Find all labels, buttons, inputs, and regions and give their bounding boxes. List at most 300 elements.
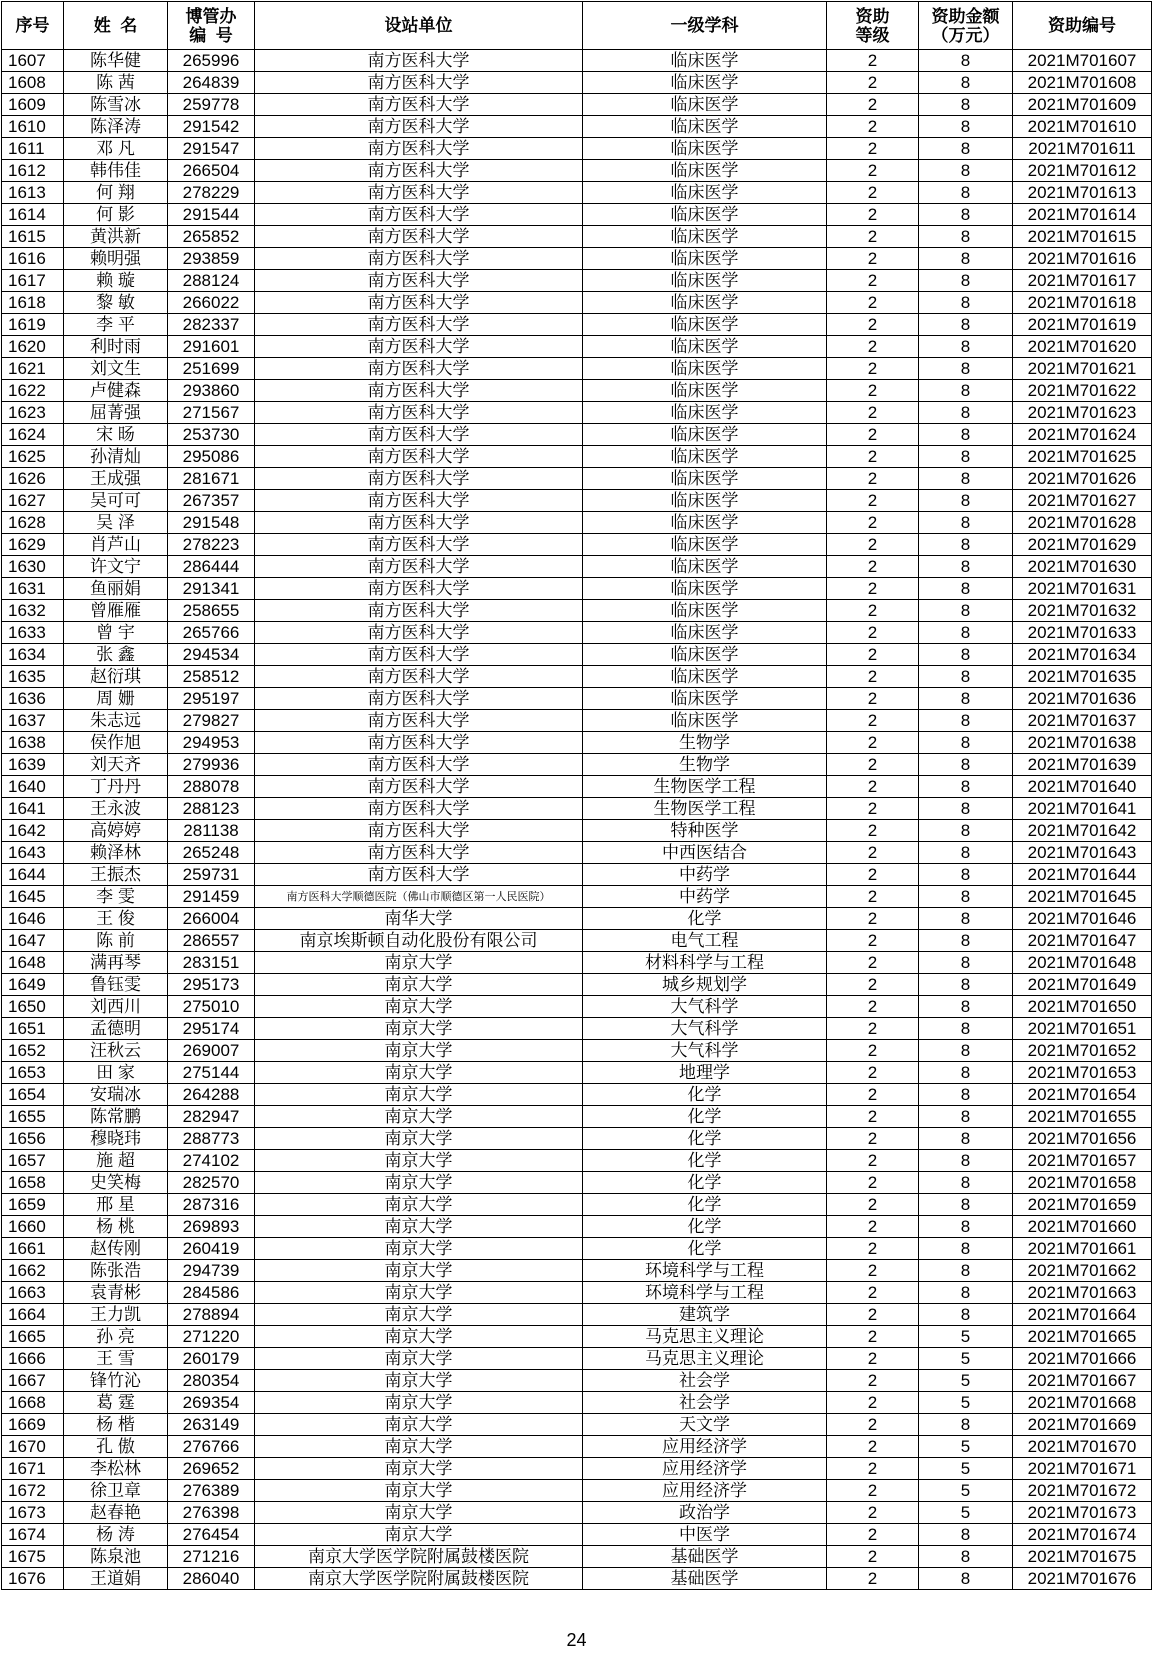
table-row (2, 1524, 1152, 1546)
cell-name: 杨 涛 (64, 1524, 168, 1546)
cell-amount: 8 (919, 160, 1013, 182)
cell-funding-id: 2021M701615 (1013, 226, 1152, 248)
cell-grade: 2 (827, 72, 919, 94)
cell-name: 李 平 (64, 314, 168, 336)
cell-office-id: 291601 (168, 336, 255, 358)
table-row (2, 578, 1152, 600)
cell-funding-id: 2021M701670 (1013, 1436, 1152, 1458)
table-row (2, 974, 1152, 996)
cell-office-id: 291548 (168, 512, 255, 534)
cell-grade: 2 (827, 1304, 919, 1326)
cell-discipline: 中药学 (583, 886, 827, 908)
cell-amount: 8 (919, 72, 1013, 94)
cell-funding-id: 2021M701623 (1013, 402, 1152, 424)
cell-amount: 8 (919, 116, 1013, 138)
cell-discipline: 大气科学 (583, 1018, 827, 1040)
cell-name: 丁丹丹 (64, 776, 168, 798)
cell-office-id: 287316 (168, 1194, 255, 1216)
table-row (2, 512, 1152, 534)
cell-office-id: 260179 (168, 1348, 255, 1370)
cell-amount: 8 (919, 50, 1013, 72)
cell-grade: 2 (827, 886, 919, 908)
cell-unit: 南方医科大学 (255, 50, 583, 72)
cell-discipline: 化学 (583, 908, 827, 930)
cell-name: 曾 宇 (64, 622, 168, 644)
cell-office-id: 288124 (168, 270, 255, 292)
cell-amount: 8 (919, 1040, 1013, 1062)
cell-seq: 1642 (2, 820, 64, 842)
cell-grade: 2 (827, 1128, 919, 1150)
table-row (2, 468, 1152, 490)
cell-office-id: 279936 (168, 754, 255, 776)
cell-name: 穆晓玮 (64, 1128, 168, 1150)
table-row (2, 1238, 1152, 1260)
cell-grade: 2 (827, 1502, 919, 1524)
cell-discipline: 临床医学 (583, 424, 827, 446)
cell-seq: 1644 (2, 864, 64, 886)
cell-seq: 1631 (2, 578, 64, 600)
cell-name: 陈泽涛 (64, 116, 168, 138)
cell-discipline: 应用经济学 (583, 1436, 827, 1458)
cell-funding-id: 2021M701669 (1013, 1414, 1152, 1436)
cell-office-id: 267357 (168, 490, 255, 512)
cell-seq: 1615 (2, 226, 64, 248)
cell-unit: 南方医科大学 (255, 424, 583, 446)
cell-seq: 1627 (2, 490, 64, 512)
cell-name: 王力凯 (64, 1304, 168, 1326)
cell-funding-id: 2021M701655 (1013, 1106, 1152, 1128)
cell-office-id: 266004 (168, 908, 255, 930)
cell-office-id: 295174 (168, 1018, 255, 1040)
cell-amount: 8 (919, 1172, 1013, 1194)
cell-name: 朱志远 (64, 710, 168, 732)
cell-name: 邓 凡 (64, 138, 168, 160)
cell-unit: 南京大学 (255, 1018, 583, 1040)
table-row (2, 710, 1152, 732)
cell-grade: 2 (827, 776, 919, 798)
cell-amount: 8 (919, 1062, 1013, 1084)
table-row (2, 1568, 1152, 1590)
cell-discipline: 地理学 (583, 1062, 827, 1084)
cell-funding-id: 2021M701657 (1013, 1150, 1152, 1172)
cell-grade: 2 (827, 996, 919, 1018)
cell-unit: 南京大学 (255, 1480, 583, 1502)
cell-seq: 1670 (2, 1436, 64, 1458)
cell-discipline: 临床医学 (583, 160, 827, 182)
cell-grade: 2 (827, 1392, 919, 1414)
cell-grade: 2 (827, 1568, 919, 1590)
cell-unit: 南京大学 (255, 1062, 583, 1084)
cell-grade: 2 (827, 930, 919, 952)
cell-discipline: 临床医学 (583, 314, 827, 336)
cell-grade: 2 (827, 270, 919, 292)
cell-name: 李 雯 (64, 886, 168, 908)
cell-name: 陈张浩 (64, 1260, 168, 1282)
cell-office-id: 293859 (168, 248, 255, 270)
cell-seq: 1635 (2, 666, 64, 688)
cell-discipline: 临床医学 (583, 292, 827, 314)
cell-unit: 南方医科大学 (255, 710, 583, 732)
cell-name: 袁青彬 (64, 1282, 168, 1304)
cell-grade: 2 (827, 666, 919, 688)
cell-seq: 1626 (2, 468, 64, 490)
cell-unit: 南京大学 (255, 1106, 583, 1128)
cell-funding-id: 2021M701635 (1013, 666, 1152, 688)
cell-unit: 南华大学 (255, 908, 583, 930)
cell-amount: 8 (919, 314, 1013, 336)
cell-seq: 1612 (2, 160, 64, 182)
cell-seq: 1614 (2, 204, 64, 226)
cell-office-id: 282337 (168, 314, 255, 336)
cell-amount: 5 (919, 1392, 1013, 1414)
cell-name: 张 鑫 (64, 644, 168, 666)
cell-amount: 8 (919, 996, 1013, 1018)
table-row (2, 1106, 1152, 1128)
cell-discipline: 临床医学 (583, 116, 827, 138)
cell-unit: 南京大学 (255, 1414, 583, 1436)
header-amount: 资助金额 （万元） (919, 2, 1013, 50)
table-row (2, 94, 1152, 116)
cell-funding-id: 2021M701609 (1013, 94, 1152, 116)
cell-funding-id: 2021M701662 (1013, 1260, 1152, 1282)
cell-funding-id: 2021M701674 (1013, 1524, 1152, 1546)
cell-unit: 南方医科大学 (255, 270, 583, 292)
cell-unit: 南方医科大学 (255, 380, 583, 402)
cell-discipline: 化学 (583, 1216, 827, 1238)
cell-discipline: 化学 (583, 1172, 827, 1194)
cell-office-id: 274102 (168, 1150, 255, 1172)
cell-amount: 8 (919, 1238, 1013, 1260)
cell-funding-id: 2021M701628 (1013, 512, 1152, 534)
cell-grade: 2 (827, 556, 919, 578)
table-row (2, 864, 1152, 886)
cell-funding-id: 2021M701675 (1013, 1546, 1152, 1568)
cell-unit: 南方医科大学 (255, 490, 583, 512)
cell-funding-id: 2021M701638 (1013, 732, 1152, 754)
cell-funding-id: 2021M701672 (1013, 1480, 1152, 1502)
cell-grade: 2 (827, 182, 919, 204)
cell-grade: 2 (827, 1414, 919, 1436)
cell-name: 吴 泽 (64, 512, 168, 534)
funding-list-table (1, 1, 1152, 1590)
cell-unit: 南京大学 (255, 952, 583, 974)
cell-unit: 南方医科大学 (255, 94, 583, 116)
cell-seq: 1633 (2, 622, 64, 644)
cell-grade: 2 (827, 732, 919, 754)
header-name: 姓 名 (64, 2, 168, 50)
cell-name: 陈常鹏 (64, 1106, 168, 1128)
cell-funding-id: 2021M701639 (1013, 754, 1152, 776)
cell-funding-id: 2021M701644 (1013, 864, 1152, 886)
cell-funding-id: 2021M701664 (1013, 1304, 1152, 1326)
table-row (2, 1414, 1152, 1436)
cell-name: 陈 前 (64, 930, 168, 952)
cell-office-id: 269652 (168, 1458, 255, 1480)
cell-grade: 2 (827, 1436, 919, 1458)
cell-name: 许文宁 (64, 556, 168, 578)
cell-name: 周 姗 (64, 688, 168, 710)
cell-seq: 1628 (2, 512, 64, 534)
cell-office-id: 265852 (168, 226, 255, 248)
cell-seq: 1621 (2, 358, 64, 380)
cell-name: 孟德明 (64, 1018, 168, 1040)
cell-grade: 2 (827, 424, 919, 446)
cell-unit: 南方医科大学 (255, 842, 583, 864)
table-row (2, 402, 1152, 424)
cell-unit: 南方医科大学 (255, 160, 583, 182)
cell-unit: 南京大学 (255, 1172, 583, 1194)
cell-office-id: 295086 (168, 446, 255, 468)
cell-seq: 1654 (2, 1084, 64, 1106)
cell-name: 吴可可 (64, 490, 168, 512)
cell-discipline: 基础医学 (583, 1546, 827, 1568)
cell-name: 王 雪 (64, 1348, 168, 1370)
cell-seq: 1656 (2, 1128, 64, 1150)
header-office-id: 博管办 编 号 (168, 2, 255, 50)
table-row (2, 182, 1152, 204)
cell-seq: 1630 (2, 556, 64, 578)
cell-funding-id: 2021M701668 (1013, 1392, 1152, 1414)
cell-funding-id: 2021M701629 (1013, 534, 1152, 556)
table-row (2, 1480, 1152, 1502)
cell-discipline: 临床医学 (583, 358, 827, 380)
cell-seq: 1607 (2, 50, 64, 72)
cell-office-id: 259731 (168, 864, 255, 886)
table-row (2, 930, 1152, 952)
cell-office-id: 275144 (168, 1062, 255, 1084)
cell-office-id: 284586 (168, 1282, 255, 1304)
cell-grade: 2 (827, 1018, 919, 1040)
cell-amount: 8 (919, 864, 1013, 886)
cell-funding-id: 2021M701608 (1013, 72, 1152, 94)
cell-discipline: 临床医学 (583, 556, 827, 578)
table-row (2, 1436, 1152, 1458)
cell-discipline: 临床医学 (583, 490, 827, 512)
cell-unit: 南方医科大学 (255, 600, 583, 622)
cell-discipline: 临床医学 (583, 534, 827, 556)
cell-amount: 5 (919, 1370, 1013, 1392)
cell-unit: 南京大学 (255, 1348, 583, 1370)
cell-seq: 1623 (2, 402, 64, 424)
cell-office-id: 280354 (168, 1370, 255, 1392)
cell-discipline: 生物学 (583, 754, 827, 776)
cell-unit: 南方医科大学 (255, 468, 583, 490)
cell-office-id: 276766 (168, 1436, 255, 1458)
cell-name: 史笑梅 (64, 1172, 168, 1194)
cell-seq: 1657 (2, 1150, 64, 1172)
cell-unit: 南方医科大学 (255, 72, 583, 94)
cell-seq: 1640 (2, 776, 64, 798)
cell-discipline: 临床医学 (583, 204, 827, 226)
cell-discipline: 化学 (583, 1084, 827, 1106)
cell-grade: 2 (827, 226, 919, 248)
cell-seq: 1667 (2, 1370, 64, 1392)
cell-amount: 8 (919, 600, 1013, 622)
cell-funding-id: 2021M701658 (1013, 1172, 1152, 1194)
cell-office-id: 288773 (168, 1128, 255, 1150)
cell-grade: 2 (827, 138, 919, 160)
cell-amount: 8 (919, 1546, 1013, 1568)
cell-grade: 2 (827, 1370, 919, 1392)
cell-seq: 1638 (2, 732, 64, 754)
cell-grade: 2 (827, 204, 919, 226)
cell-unit: 南京大学 (255, 1260, 583, 1282)
table-row (2, 732, 1152, 754)
cell-seq: 1610 (2, 116, 64, 138)
cell-funding-id: 2021M701661 (1013, 1238, 1152, 1260)
cell-office-id: 258655 (168, 600, 255, 622)
cell-amount: 8 (919, 1150, 1013, 1172)
table-row (2, 1172, 1152, 1194)
cell-discipline: 应用经济学 (583, 1480, 827, 1502)
cell-name: 黎 敏 (64, 292, 168, 314)
cell-name: 卢健森 (64, 380, 168, 402)
header-grade: 资助 等级 (827, 2, 919, 50)
cell-seq: 1639 (2, 754, 64, 776)
cell-grade: 2 (827, 94, 919, 116)
cell-office-id: 286444 (168, 556, 255, 578)
cell-grade: 2 (827, 1040, 919, 1062)
cell-name: 徐卫章 (64, 1480, 168, 1502)
cell-seq: 1608 (2, 72, 64, 94)
table-row (2, 952, 1152, 974)
cell-amount: 8 (919, 292, 1013, 314)
cell-unit: 南方医科大学 (255, 622, 583, 644)
cell-unit: 南方医科大学 (255, 226, 583, 248)
cell-name: 赵传刚 (64, 1238, 168, 1260)
cell-seq: 1625 (2, 446, 64, 468)
header-unit: 设站单位 (255, 2, 583, 50)
cell-name: 赖 璇 (64, 270, 168, 292)
table-row (2, 600, 1152, 622)
cell-funding-id: 2021M701612 (1013, 160, 1152, 182)
cell-office-id: 266504 (168, 160, 255, 182)
cell-amount: 5 (919, 1480, 1013, 1502)
table-row (2, 556, 1152, 578)
cell-office-id: 266022 (168, 292, 255, 314)
cell-funding-id: 2021M701665 (1013, 1326, 1152, 1348)
cell-grade: 2 (827, 1326, 919, 1348)
table-row (2, 688, 1152, 710)
cell-office-id: 286557 (168, 930, 255, 952)
cell-amount: 8 (919, 1282, 1013, 1304)
cell-office-id: 294534 (168, 644, 255, 666)
table-row (2, 490, 1152, 512)
cell-discipline: 临床医学 (583, 644, 827, 666)
cell-grade: 2 (827, 1216, 919, 1238)
cell-amount: 8 (919, 820, 1013, 842)
cell-unit: 南方医科大学 (255, 534, 583, 556)
table-row (2, 1150, 1152, 1172)
cell-name: 屈菁强 (64, 402, 168, 424)
cell-name: 韩伟佳 (64, 160, 168, 182)
table-row (2, 1348, 1152, 1370)
cell-discipline: 材料科学与工程 (583, 952, 827, 974)
cell-unit: 南京大学 (255, 1194, 583, 1216)
cell-unit: 南京大学 (255, 1436, 583, 1458)
cell-amount: 8 (919, 1194, 1013, 1216)
cell-grade: 2 (827, 512, 919, 534)
cell-discipline: 马克思主义理论 (583, 1348, 827, 1370)
cell-funding-id: 2021M701626 (1013, 468, 1152, 490)
cell-office-id: 278223 (168, 534, 255, 556)
cell-grade: 2 (827, 1260, 919, 1282)
table-row (2, 820, 1152, 842)
cell-unit: 南京大学 (255, 1084, 583, 1106)
cell-unit: 南方医科大学 (255, 336, 583, 358)
cell-funding-id: 2021M701618 (1013, 292, 1152, 314)
cell-funding-id: 2021M701613 (1013, 182, 1152, 204)
cell-office-id: 265248 (168, 842, 255, 864)
cell-office-id: 278229 (168, 182, 255, 204)
cell-grade: 2 (827, 578, 919, 600)
cell-funding-id: 2021M701634 (1013, 644, 1152, 666)
table-row (2, 424, 1152, 446)
cell-office-id: 281671 (168, 468, 255, 490)
cell-funding-id: 2021M701673 (1013, 1502, 1152, 1524)
cell-seq: 1618 (2, 292, 64, 314)
cell-grade: 2 (827, 50, 919, 72)
cell-seq: 1669 (2, 1414, 64, 1436)
cell-discipline: 环境科学与工程 (583, 1282, 827, 1304)
cell-unit: 南方医科大学 (255, 798, 583, 820)
cell-funding-id: 2021M701631 (1013, 578, 1152, 600)
cell-unit: 南京大学 (255, 1458, 583, 1480)
cell-seq: 1653 (2, 1062, 64, 1084)
cell-amount: 8 (919, 446, 1013, 468)
cell-office-id: 279827 (168, 710, 255, 732)
cell-amount: 5 (919, 1436, 1013, 1458)
cell-grade: 2 (827, 402, 919, 424)
cell-name: 肖芦山 (64, 534, 168, 556)
cell-discipline: 环境科学与工程 (583, 1260, 827, 1282)
header-seq: 序号 (2, 2, 64, 50)
cell-discipline: 电气工程 (583, 930, 827, 952)
table-row (2, 886, 1152, 908)
cell-name: 杨 桃 (64, 1216, 168, 1238)
cell-amount: 8 (919, 754, 1013, 776)
cell-unit: 南方医科大学 (255, 182, 583, 204)
table-row (2, 1502, 1152, 1524)
cell-amount: 8 (919, 1216, 1013, 1238)
cell-name: 陈华健 (64, 50, 168, 72)
table-row (2, 908, 1152, 930)
cell-name: 黄洪新 (64, 226, 168, 248)
cell-discipline: 大气科学 (583, 1040, 827, 1062)
cell-discipline: 社会学 (583, 1392, 827, 1414)
cell-funding-id: 2021M701624 (1013, 424, 1152, 446)
cell-unit: 南京大学 (255, 1524, 583, 1546)
cell-amount: 8 (919, 270, 1013, 292)
cell-name: 赖明强 (64, 248, 168, 270)
cell-name: 何 翔 (64, 182, 168, 204)
cell-discipline: 临床医学 (583, 380, 827, 402)
table-row (2, 1304, 1152, 1326)
cell-funding-id: 2021M701620 (1013, 336, 1152, 358)
cell-amount: 8 (919, 798, 1013, 820)
cell-seq: 1675 (2, 1546, 64, 1568)
cell-office-id: 294739 (168, 1260, 255, 1282)
cell-unit: 南京大学 (255, 1502, 583, 1524)
cell-amount: 8 (919, 248, 1013, 270)
table-row (2, 1458, 1152, 1480)
cell-discipline: 临床医学 (583, 402, 827, 424)
cell-amount: 8 (919, 138, 1013, 160)
cell-office-id: 293860 (168, 380, 255, 402)
table-row (2, 292, 1152, 314)
cell-seq: 1646 (2, 908, 64, 930)
cell-discipline: 临床医学 (583, 666, 827, 688)
